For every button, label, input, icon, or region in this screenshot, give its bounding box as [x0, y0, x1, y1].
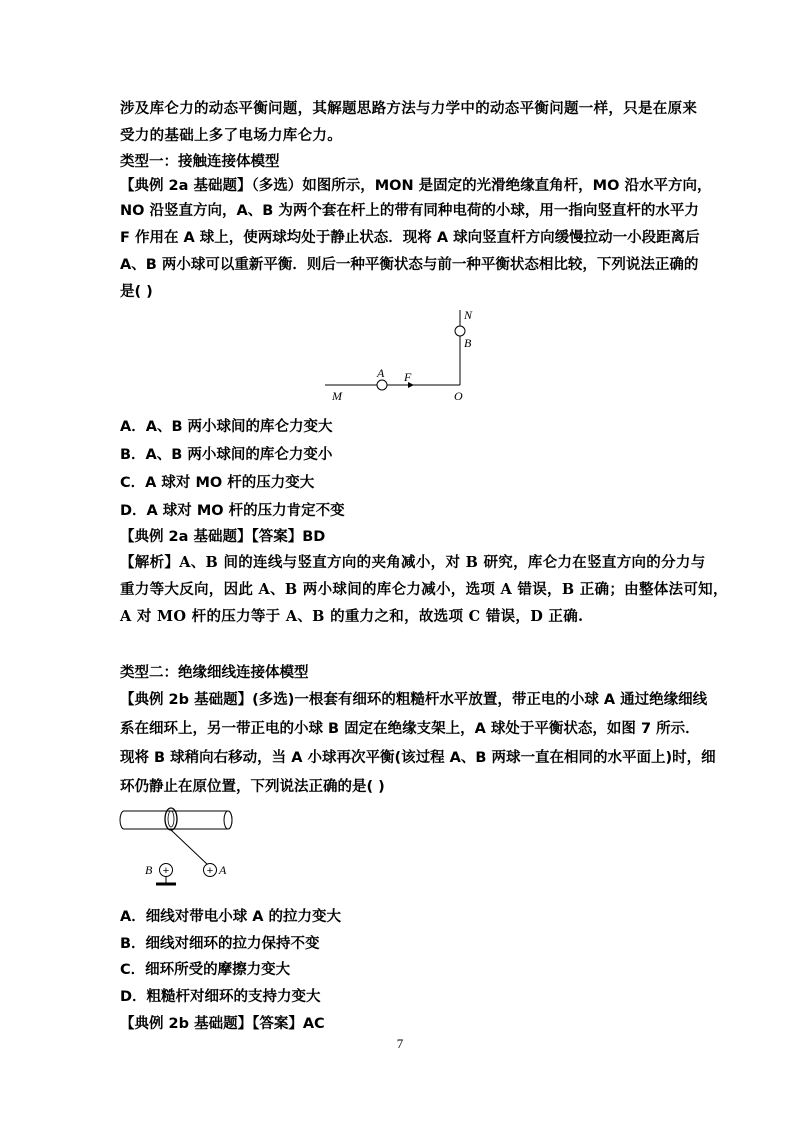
type1-option-c: C．A 球对 MO 杆的压力变大: [120, 475, 315, 491]
type1-option-a: A．A、B 两小球间的库仑力变大: [120, 419, 333, 435]
type1-answer: 【典例 2a 基础题】【答案】BD: [120, 529, 326, 545]
type1-question-line-5: 是( ): [120, 284, 153, 300]
type2-question-line-2: 系在细环上，另一带正电的小球 B 固定在绝缘支架上，A 球处于平衡状态，如图 7 所示．: [120, 721, 700, 737]
type2-option-c: C．细环所受的摩擦力变大: [120, 962, 291, 978]
ball-b: [455, 326, 465, 336]
type1-question-line-1: 【典例 2a 基础题】（多选）如图所示，MON 是固定的光滑绝缘直角杆，MO 沿水平方向，: [120, 178, 712, 194]
ball-b-plus: +: [162, 865, 170, 877]
type2-option-b: B．细线对细环的拉力保持不变: [120, 936, 320, 952]
type1-heading: 类型一：接触连接体模型: [120, 154, 280, 170]
type1-option-b: B．A、B 两小球间的库仑力变小: [120, 447, 333, 463]
type2-answer: 【典例 2b 基础题】【答案】AC: [120, 1016, 325, 1032]
intro-line-2: 受力的基础上多了电场力库仑力。: [120, 127, 342, 144]
type1-diagram: [320, 305, 490, 405]
type2-question-line-3: 现将 B 球稍向右移动，当 A 小球再次平衡(该过程 A、B 两球一直在相同的水平面上)时，细: [120, 750, 716, 766]
type1-question-line-4: A、B 两小球可以重新平衡．则后一种平衡状态与前一种平衡状态相比较，下列说法正确的: [120, 257, 699, 273]
type1-question-line-3: F 作用在 A 球上，使两球均处于静止状态．现将 A 球向竖直杆方向缓慢拉动一小段距离后: [120, 230, 700, 246]
label-b: B: [464, 336, 472, 350]
type2-diagram: [118, 803, 243, 893]
label-n: N: [464, 308, 473, 322]
ball-a: [377, 380, 387, 390]
label-b: B: [145, 863, 153, 877]
type2-option-d: D．粗糙杆对细环的支持力变大: [120, 989, 321, 1005]
rod-end-cap: [224, 811, 232, 829]
thread: [171, 830, 208, 865]
label-m: M: [332, 389, 342, 403]
label-a: A: [377, 366, 385, 380]
type2-question-line-4: 环仍静止在原位置，下列说法正确的是( ): [120, 779, 385, 795]
ball-a-plus: +: [206, 865, 214, 877]
label-a: A: [219, 863, 227, 877]
type1-analysis-line-3: A 对 MO 杆的压力等于 A、B 的重力之和，故选项 C 错误，D 正确.: [120, 608, 584, 625]
type1-analysis-line-1: 【解析】A、B 间的连线与竖直方向的夹角减小，对 B 研究，库仑力在竖直方向的分力与: [120, 554, 706, 571]
label-f: F: [404, 370, 412, 384]
page-number: 7: [396, 1036, 404, 1051]
label-o: O: [454, 389, 463, 403]
type1-question-line-2: NO 沿竖直方向，A、B 为两个套在杆上的带有同种电荷的小球，用一指向竖直杆的水平力: [120, 203, 699, 219]
intro-line-1: 涉及库仑力的动态平衡问题，其解题思路方法与力学中的动态平衡问题一样，只是在原来: [120, 100, 698, 117]
type2-question-line-1: 【典例 2b 基础题】(多选)一根套有细环的粗糙杆水平放置，带正电的小球 A 通过绝缘细线: [120, 692, 708, 708]
type2-option-a: A．细线对带电小球 A 的拉力变大: [120, 909, 342, 925]
type1-option-d: D．A 球对 MO 杆的压力肯定不变: [120, 503, 345, 519]
type1-analysis-line-2: 重力等大反向，因此 A、B 两小球间的库仑力减小，选项 A 错误，B 正确；由整体法可知，: [120, 581, 728, 598]
type2-heading: 类型二：绝缘细线连接体模型: [120, 665, 309, 681]
